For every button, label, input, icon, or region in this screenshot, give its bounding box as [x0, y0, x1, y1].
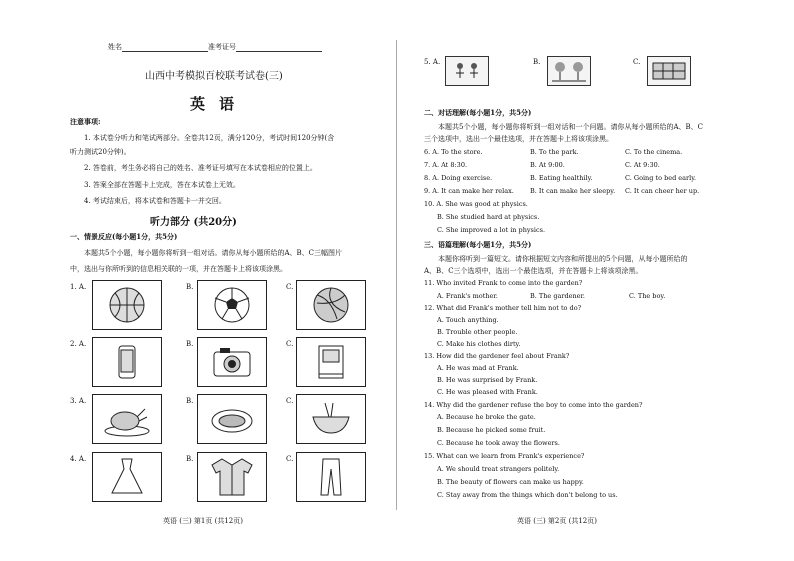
section1-instr-1: 本题共5个小题，每小题你将听到一组对话。请你从每小题所给的A、B、C三幅图片: [84, 249, 343, 257]
q11-c: C. The boy.: [629, 292, 666, 300]
q2-b-label: B.: [186, 340, 194, 348]
q1-option-a[interactable]: [92, 280, 162, 330]
q15-question: 15. What can we learn from Frank's experience?: [424, 452, 585, 460]
q14-question: 14. Why did the gardener refuse the boy to come into the garden?: [424, 401, 643, 409]
book-icon: [297, 338, 365, 386]
trousers-icon: [297, 453, 365, 501]
q5-option-c[interactable]: [647, 56, 691, 86]
dish-icon: [198, 395, 266, 443]
section2-title: 二、对话理解(每小题1分，共5分): [424, 108, 532, 117]
subject-title: 英语: [190, 95, 249, 113]
q14-c: C. Because he took away the flowers.: [437, 439, 560, 447]
q5-c-label: C.: [633, 58, 641, 66]
section2-instr-1: 本题共5个小题，每小题你将听到一组对话和一个问题。请你从每小题所给的A、B、C: [438, 123, 704, 131]
q12-question: 12. What did Frank's mother tell him not to do?: [424, 304, 582, 312]
q15-a: A. We should treat strangers politely.: [437, 465, 560, 473]
noodles-icon: [297, 395, 365, 443]
q8-b: B. Eating healthily.: [530, 174, 593, 182]
q13-b: B. He was surprised by Frank.: [437, 376, 538, 384]
people-scene-icon: [446, 57, 488, 85]
q1-c-label: C.: [286, 283, 294, 291]
q13-c: C. He was pleased with Frank.: [437, 388, 538, 396]
q2-option-b[interactable]: [197, 337, 267, 387]
q15-b: B. The beauty of flowers can make us happy.: [437, 478, 584, 486]
note-2: 2. 答卷前，考生务必将自己的姓名、准考证号填写在本试卷相应的位置上。: [84, 164, 317, 172]
section3-title: 三、语篇理解(每小题1分，共5分): [424, 240, 532, 249]
q12-a: A. Touch anything.: [437, 316, 499, 324]
q6-a: 6. A. To the store.: [424, 148, 483, 156]
q4-label: 4. A.: [70, 455, 87, 463]
roast-chicken-icon: [93, 395, 161, 443]
q4-option-c[interactable]: [296, 452, 366, 502]
q2-option-c[interactable]: [296, 337, 366, 387]
q4-c-label: C.: [286, 455, 294, 463]
basketball-icon: [93, 281, 161, 329]
q7-a: 7. A. At 8:30.: [424, 161, 468, 169]
page-2: [397, 0, 794, 561]
q3-option-b[interactable]: [197, 394, 267, 444]
notes-title: 注意事项:: [70, 117, 101, 126]
name-label: 姓名: [108, 43, 122, 51]
dress-icon: [93, 453, 161, 501]
q11-a: A. Frank's mother.: [437, 292, 498, 300]
q15-c: C. Stay away from the things which don't belong to us.: [437, 491, 618, 499]
q6-b: B. To the park.: [530, 148, 579, 156]
q13-question: 13. How did the gardener feel about Frank?: [424, 352, 570, 360]
q8-a: 8. A. Doing exercise.: [424, 174, 493, 182]
header-fields: [108, 42, 322, 52]
section1-title: 一、情景反应(每小题1分，共5分): [70, 232, 178, 241]
volleyball-icon: [297, 281, 365, 329]
q5-a-label: 5. A.: [424, 58, 441, 66]
note-1: 1. 本试卷分听力和笔试两部分。全卷共12页，满分120分，考试时间120分钟(含: [84, 134, 335, 142]
note-1b: 听力测试20分钟)。: [70, 148, 131, 156]
jacket-icon: [198, 453, 266, 501]
q4-option-a[interactable]: [92, 452, 162, 502]
q12-b: B. Trouble other people.: [437, 328, 518, 336]
note-4: 4. 考试结束后，将本试卷和答题卡一并交回。: [84, 197, 226, 205]
page-footer-2: 英语 (三) 第2页 (共12页): [517, 517, 597, 525]
note-3: 3. 答案全部在答题卡上完成，答在本试卷上无效。: [84, 181, 240, 189]
section1-instr-2: 中，选出与你所听到的信息相关联的一项，并在答题卡上将该项涂黑。: [70, 265, 287, 273]
smartphone-icon: [93, 338, 161, 386]
q4-b-label: B.: [186, 455, 194, 463]
q3-label: 3. A.: [70, 397, 87, 405]
section3-instr-2: A、B、C三个选项中，选出一个最佳选项，并在答题卡上将该项涂黑。: [424, 267, 643, 275]
q1-b-label: B.: [186, 283, 194, 291]
q9-a: 9. A. It can make her relax.: [424, 187, 514, 195]
q3-c-label: C.: [286, 397, 294, 405]
q2-c-label: C.: [286, 340, 294, 348]
q5-option-a[interactable]: [445, 56, 489, 86]
q6-c: C. To the cinema.: [625, 148, 683, 156]
soccer-ball-icon: [198, 281, 266, 329]
q8-c: C. Going to bed early.: [625, 174, 697, 182]
q3-option-c[interactable]: [296, 394, 366, 444]
q9-c: C. It can cheer her up.: [625, 187, 700, 195]
camera-icon: [198, 338, 266, 386]
q11-question: 11. Who invited Frank to come into the garden?: [424, 279, 583, 287]
q1-option-b[interactable]: [197, 280, 267, 330]
q1-label: 1. A.: [70, 283, 87, 291]
q14-a: A. Because he broke the gate.: [437, 413, 536, 421]
q3-option-a[interactable]: [92, 394, 162, 444]
page-footer: 英语 (三) 第1页 (共12页): [163, 517, 243, 525]
listening-title: 听力部分 (共20分): [150, 217, 237, 228]
q1-option-c[interactable]: [296, 280, 366, 330]
q7-c: C. At 9:30.: [625, 161, 660, 169]
q3-b-label: B.: [186, 397, 194, 405]
q4-option-b[interactable]: [197, 452, 267, 502]
q9-b: B. It can make her sleepy.: [530, 187, 616, 195]
q10-a: 10. A. She was good at physics.: [424, 200, 528, 208]
section2-instr-2: 三个选项中，选出一个最佳选项，并在答题卡上将该项涂黑。: [424, 135, 613, 143]
section3-instr-1: 本题你将听到一篇短文。请你根据短文内容和所提出的5个问题，从每小题所给的: [438, 255, 688, 263]
exam-no-label: 准考证号: [208, 43, 236, 51]
q13-a: A. He was mad at Frank.: [437, 364, 519, 372]
q2-option-a[interactable]: [92, 337, 162, 387]
q2-label: 2. A.: [70, 340, 87, 348]
exam-no-blank[interactable]: [236, 44, 322, 52]
q11-b: B. The gardener.: [530, 292, 585, 300]
q14-b: B. Because he picked some fruit.: [437, 426, 546, 434]
q10-c: C. She improved a lot in physics.: [437, 226, 546, 234]
market-scene-icon: [648, 57, 690, 85]
q5-b-label: B.: [533, 58, 541, 66]
name-blank[interactable]: [122, 44, 208, 52]
q7-b: B. At 9:00.: [530, 161, 565, 169]
q10-b: B. She studied hard at physics.: [437, 213, 540, 221]
exam-title: 山西中考模拟百校联考试卷(三): [145, 71, 283, 82]
garden-scene-icon: [548, 57, 590, 85]
q5-option-b[interactable]: [547, 56, 591, 86]
q12-c: C. Make his clothes dirty.: [437, 340, 521, 348]
